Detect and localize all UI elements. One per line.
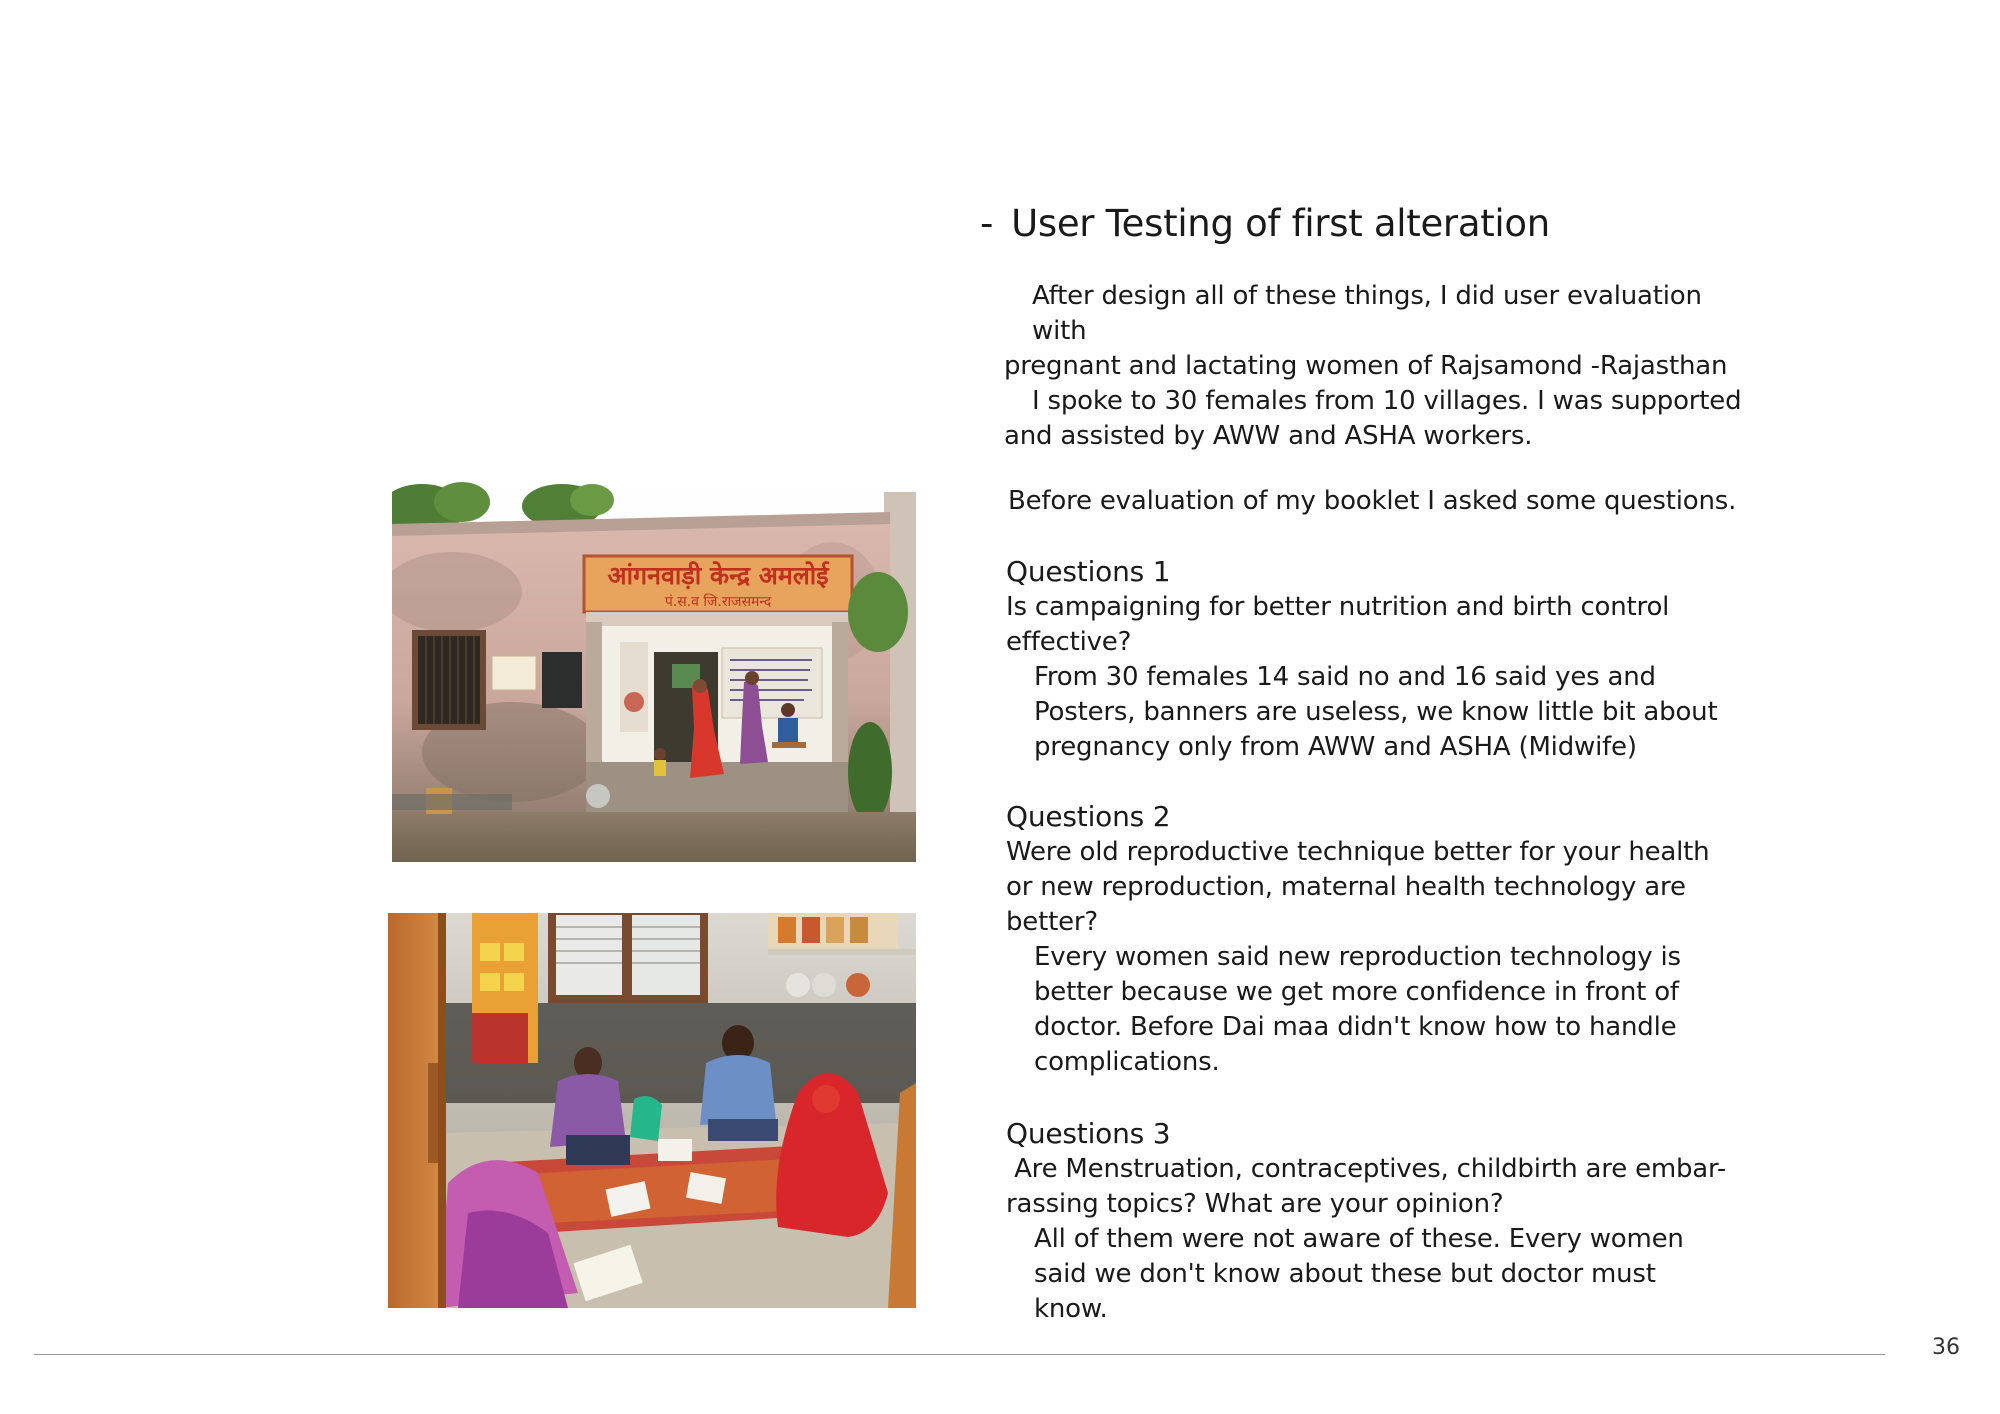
question-line: Is campaigning for better nutrition and birth control bbox=[1006, 592, 1670, 622]
question-block-1 bbox=[1006, 554, 1726, 765]
section-title bbox=[980, 200, 1550, 248]
page-number: 36 bbox=[1932, 1335, 1960, 1360]
lead-sentence: Before evaluation of my booklet I asked some questions. bbox=[1008, 486, 1737, 516]
intro-paragraph bbox=[1004, 279, 1764, 454]
answer-line: better because we get more confidence in front of bbox=[1034, 977, 1679, 1007]
intro-line: pregnant and lactating women of Rajsamond -Rajasthan bbox=[1004, 351, 1728, 381]
answer-line: pregnancy only from AWW and ASHA (Midwife) bbox=[1034, 732, 1637, 762]
sign-main-text: आंगनवाड़ी केन्द्र अमलोई bbox=[607, 561, 829, 590]
answer-line: said we don't know about these but doctor must know. bbox=[1034, 1259, 1656, 1324]
question-line: better? bbox=[1006, 907, 1098, 937]
title-text: User Testing of first alteration bbox=[1011, 202, 1550, 245]
question-heading: Questions 1 bbox=[1006, 555, 1171, 588]
question-block-2 bbox=[1006, 799, 1726, 1080]
answer-line: From 30 females 14 said no and 16 said yes and bbox=[1034, 662, 1656, 692]
question-line: Were old reproductive technique better for your health bbox=[1006, 837, 1710, 867]
question-line: or new reproduction, maternal health technology are bbox=[1006, 872, 1686, 902]
anganwadi-centre-photo bbox=[392, 472, 916, 862]
title-dash: - bbox=[980, 202, 994, 245]
question-block-3 bbox=[1006, 1116, 1726, 1327]
question-line: effective? bbox=[1006, 627, 1132, 657]
question-heading: Questions 3 bbox=[1006, 1117, 1171, 1150]
sign-sub-text: पं.स.व जि.राजसमन्द bbox=[664, 594, 772, 610]
user-evaluation-photo bbox=[388, 913, 916, 1308]
footer-rule bbox=[34, 1354, 1885, 1355]
answer-line: Every women said new reproduction technology is bbox=[1034, 942, 1681, 972]
answer-line: Posters, banners are useless, we know little bit about bbox=[1034, 697, 1718, 727]
answer-line: complications. bbox=[1034, 1047, 1220, 1077]
intro-line: I spoke to 30 females from 10 villages. I was supported bbox=[1032, 386, 1742, 416]
intro-line: After design all of these things, I did user evaluation with bbox=[1032, 281, 1702, 346]
answer-line: All of them were not aware of these. Every women bbox=[1034, 1224, 1684, 1254]
question-heading: Questions 2 bbox=[1006, 800, 1171, 833]
answer-line: doctor. Before Dai maa didn't know how to handle bbox=[1034, 1012, 1677, 1042]
question-line: rassing topics? What are your opinion? bbox=[1006, 1189, 1504, 1219]
intro-line: and assisted by AWW and ASHA workers. bbox=[1004, 421, 1533, 451]
question-line: Are Menstruation, contraceptives, childbirth are embar- bbox=[1006, 1154, 1727, 1184]
